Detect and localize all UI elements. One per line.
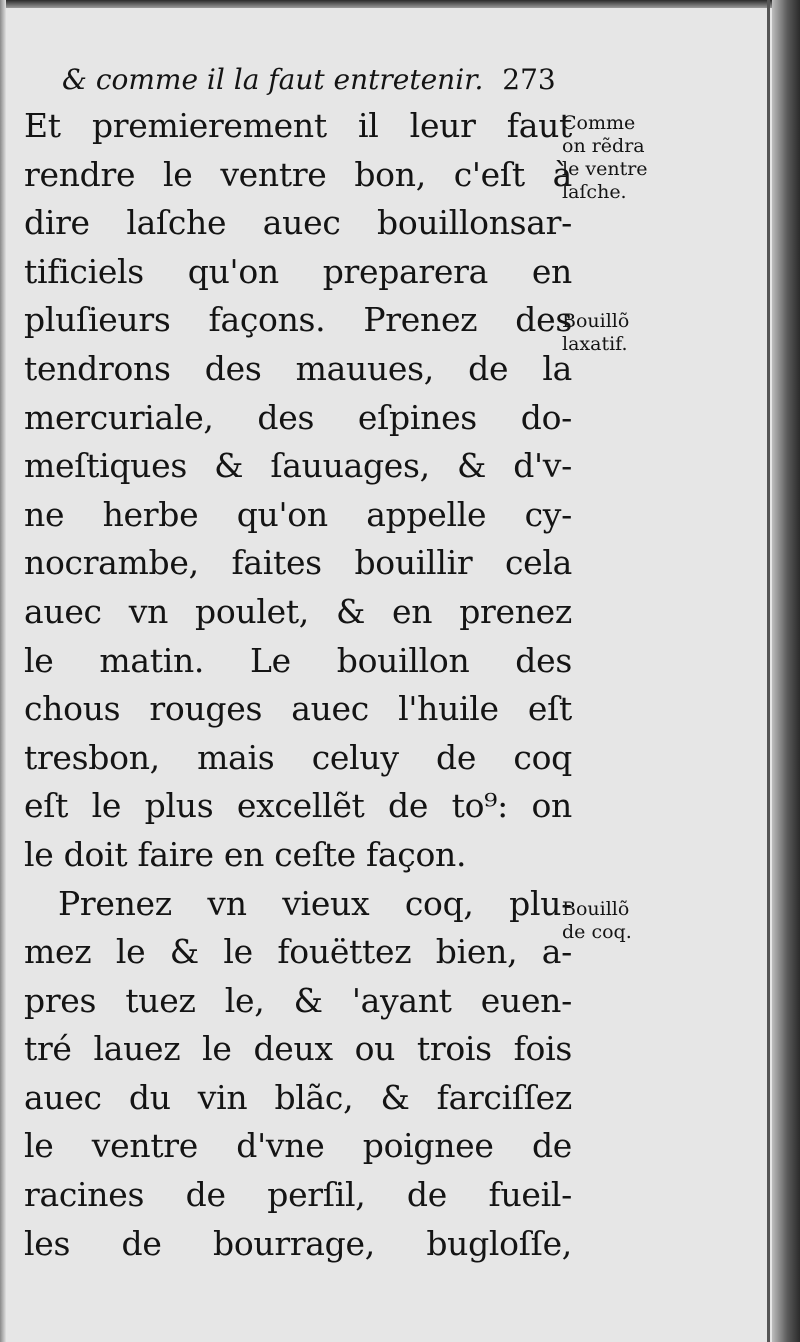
text-line: tendrons des mauues, de la bbox=[24, 348, 572, 388]
page-right-edge bbox=[772, 0, 800, 1342]
text-line: le doit faire en ceſte façon. bbox=[24, 834, 467, 874]
margin-note-cock-broth bbox=[562, 898, 712, 944]
text-line: rendre le ventre bon, c'eſt à bbox=[24, 154, 572, 194]
text-line: le matin. Le bouillon des bbox=[24, 640, 572, 680]
page-left-edge bbox=[0, 0, 6, 1342]
margin-note-laxative-broth bbox=[562, 310, 712, 356]
text-line: chous rouges auec l'huile eſt bbox=[24, 689, 572, 729]
text-line: meſtiques & ſauuages, & d'v- bbox=[24, 446, 572, 486]
text-line: auec du vin blãc, & farciſſez bbox=[24, 1077, 572, 1117]
page-gutter-line bbox=[767, 0, 770, 1342]
margin-note-line: Bouillõ bbox=[562, 310, 630, 332]
text-line: racines de perſil, de fueil- bbox=[24, 1175, 572, 1215]
margin-note-line: Bouillõ bbox=[562, 898, 630, 920]
text-line: pres tuez le, & 'ayant euen- bbox=[24, 980, 572, 1020]
running-head bbox=[62, 58, 562, 102]
margin-note-line: laſche. bbox=[562, 181, 627, 203]
running-head-text: & comme il la faut entretenir. bbox=[62, 63, 484, 96]
text-line: auec vn poulet, & en prenez bbox=[24, 591, 572, 631]
text-line: dire laſche auec bouillonsar- bbox=[24, 203, 572, 243]
margin-note-lax-belly bbox=[562, 112, 712, 204]
text-line: mercuriale, des eſpines do- bbox=[24, 397, 572, 437]
body-text bbox=[24, 102, 572, 1268]
margin-note-line: on rẽdra bbox=[562, 135, 645, 157]
page-number: 273 bbox=[502, 63, 556, 96]
text-line: pluſieurs façons. Prenez des bbox=[24, 300, 572, 340]
page-top-edge bbox=[0, 0, 800, 8]
text-line: mez le & le fouëttez bien, a- bbox=[24, 932, 572, 972]
margin-note-line: laxatif. bbox=[562, 333, 628, 355]
text-line: tré lauez le deux ou trois fois bbox=[24, 1029, 572, 1069]
margin-note-line: de coq. bbox=[562, 921, 632, 943]
text-line: eſt le plus excellẽt de to⁹: on bbox=[24, 786, 572, 826]
text-line: le ventre d'vne poignee de bbox=[24, 1126, 572, 1166]
text-line: ne herbe qu'on appelle cy- bbox=[24, 494, 572, 534]
text-line: tificiels qu'on preparera en bbox=[24, 251, 572, 291]
margin-note-line: Comme bbox=[562, 112, 636, 134]
text-line: Et premierement il leur faut bbox=[24, 106, 572, 145]
text-line: les de bourrage, bugloſſe, bbox=[24, 1223, 572, 1263]
text-line: Prenez vn vieux coq, plu- bbox=[58, 883, 572, 923]
text-line: nocrambe, faites bouillir cela bbox=[24, 543, 572, 583]
text-line: tresbon, mais celuy de coq bbox=[24, 737, 572, 777]
margin-note-line: le ventre bbox=[562, 158, 648, 180]
